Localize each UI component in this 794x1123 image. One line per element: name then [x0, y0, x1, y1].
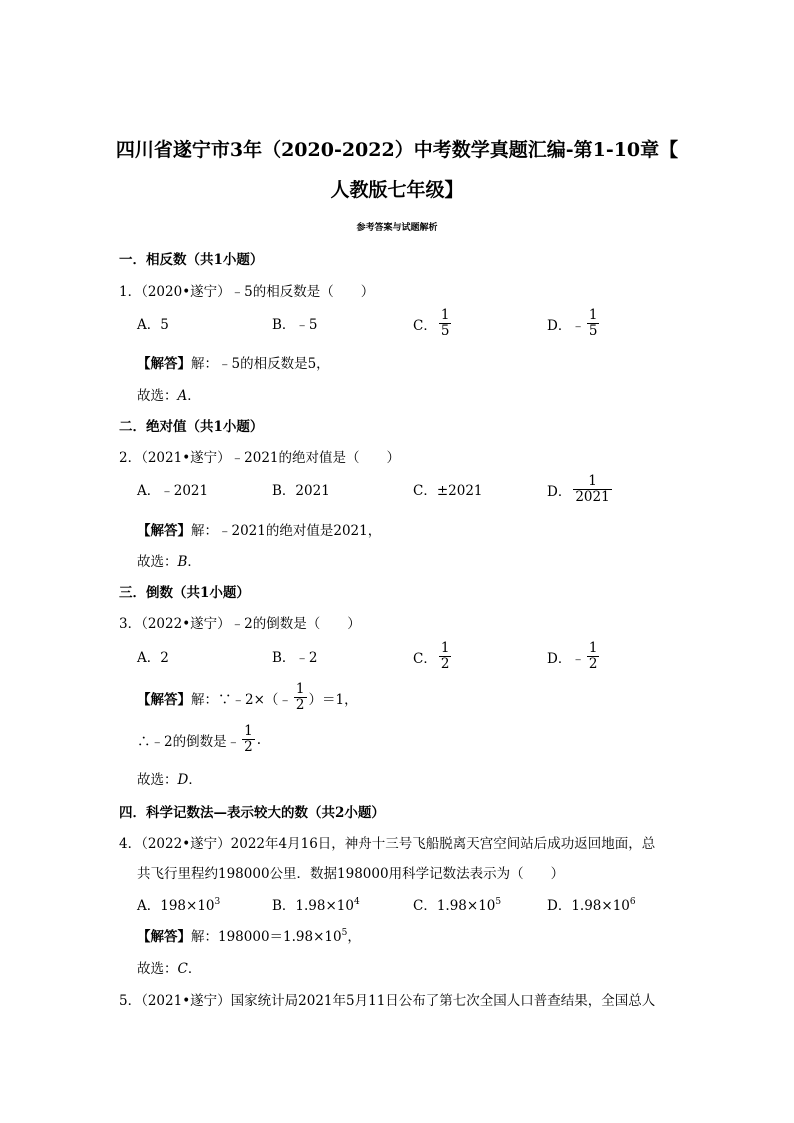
doc-title-line2: 人教版七年级】	[330, 179, 464, 201]
fraction-numerator: 1	[588, 307, 598, 323]
fraction-numerator: 1	[588, 473, 597, 489]
q3-option-c-label: C．	[413, 650, 437, 667]
q3-option-d-fraction	[587, 641, 600, 672]
q3-option-c	[413, 641, 453, 672]
fraction-denominator: 2	[588, 656, 598, 672]
q4-stem-line1: 4．（2022•遂宁）2022年4月16日，神舟十三号飞船脱离天宫空间站后成功返回地面，总	[119, 836, 656, 852]
answer-end: ，	[347, 929, 361, 945]
q2-option-d	[547, 474, 614, 505]
fraction-denominator: 2021	[575, 489, 610, 505]
option-exponent: 4	[353, 897, 360, 907]
q1-option-d-label: D．﹣	[547, 317, 585, 334]
q2-choice	[137, 550, 201, 570]
answer-text-pre: 解：∵﹣2×（﹣	[191, 691, 292, 708]
fraction-denominator: 5	[588, 323, 598, 339]
fraction-numerator: 1	[244, 723, 253, 739]
answer-line2-pre: ∴﹣2的倒数是﹣	[137, 733, 241, 750]
q2-option-b: B．2021	[272, 483, 330, 499]
q4-stem-line2: 共飞行里程约198000公里．数据198000用科学记数法表示为（ ）	[137, 866, 565, 882]
option-exponent: 5	[495, 897, 502, 907]
answer-tag: 【解答】	[137, 929, 191, 945]
q4-option-d	[547, 894, 636, 914]
fraction-denominator: 2	[244, 739, 253, 755]
choice-label: 故选：	[137, 961, 178, 977]
q3-option-a: A．2	[137, 650, 169, 666]
answer-text: 解：﹣5的相反数是5，	[191, 356, 330, 372]
choice-label: 故选：	[137, 388, 178, 404]
option-base: C．1.98×10	[413, 898, 496, 914]
q4-option-c	[413, 894, 501, 914]
choice-label: 故选：	[137, 554, 178, 570]
choice-letter: C	[177, 961, 188, 977]
fraction-numerator: 1	[440, 640, 450, 656]
fraction-denominator: 2	[295, 697, 305, 713]
choice-letter: A	[177, 388, 188, 404]
fraction-denominator: 5	[440, 323, 450, 339]
answer-text-post: ）＝1，	[308, 691, 358, 708]
q3-option-b: B．﹣2	[272, 650, 318, 666]
doc-subtitle: 参考答案与试题解析	[356, 223, 438, 233]
q5-stem-line1: 5．（2021•遂宁）国家统计局2021年5月11日公布了第七次全国人口普查结果，全国总人	[119, 993, 656, 1009]
choice-letter: D	[177, 772, 189, 788]
q2-option-c: C．±2021	[413, 483, 483, 499]
answer-tag: 【解答】	[137, 523, 191, 539]
doc-title-line1: 四川省遂宁市3年（2020-2022）中考数学真题汇编-第1-10章【	[115, 139, 679, 161]
option-base: D．1.98×10	[547, 898, 630, 914]
q1-option-c	[413, 308, 453, 339]
section-heading-3: 三．倒数（共1小题）	[119, 585, 250, 601]
option-base: B．1.98×10	[272, 898, 354, 914]
q3-choice	[137, 768, 202, 788]
fraction-denominator: 2	[440, 656, 450, 672]
q1-option-d	[547, 308, 601, 339]
q1-option-a: A．5	[137, 317, 169, 333]
q3-stem: 3．（2022•遂宁）﹣2的倒数是（ ）	[119, 616, 361, 632]
q1-stem: 1．（2020•遂宁）﹣5的相反数是（ ）	[119, 284, 375, 300]
choice-end: ．	[187, 961, 202, 977]
q3-option-c-fraction	[439, 641, 452, 672]
choice-label: 故选：	[137, 772, 178, 788]
q3-option-d	[547, 641, 601, 672]
fraction-numerator: 1	[440, 307, 450, 323]
fraction-numerator: 1	[295, 681, 305, 697]
q1-option-c-label: C．	[413, 317, 437, 334]
choice-end: ．	[188, 772, 202, 788]
q1-choice	[137, 384, 201, 404]
option-exponent: 6	[629, 897, 636, 907]
section-heading-2: 二．绝对值（共1小题）	[119, 419, 264, 435]
q1-option-b: B．﹣5	[272, 317, 318, 333]
option-exponent: 3	[214, 897, 221, 907]
q3-answer-line2	[137, 724, 261, 755]
q4-option-b	[272, 894, 360, 914]
q2-option-d-label: D．	[547, 483, 572, 500]
option-base: A．198×10	[137, 898, 215, 914]
answer-tag: 【解答】	[137, 356, 191, 372]
choice-end: ．	[187, 388, 201, 404]
choice-letter: B	[177, 554, 188, 570]
q3-option-d-label: D．﹣	[547, 650, 585, 667]
q2-answer	[137, 519, 381, 539]
q1-option-d-fraction	[587, 308, 600, 339]
q1-answer	[137, 352, 330, 372]
section-heading-1: 一．相反数（共1小题）	[119, 252, 264, 268]
choice-end: ．	[187, 554, 201, 570]
q2-option-d-fraction	[573, 474, 611, 505]
q4-option-a	[137, 894, 220, 914]
answer-exponent: 5	[341, 928, 348, 938]
q3-answer	[137, 682, 358, 713]
answer-text: 解：198000＝1.98×10	[191, 929, 342, 945]
q2-stem: 2．（2021•遂宁）﹣2021的绝对值是（ ）	[119, 450, 401, 466]
q2-option-a: A．﹣2021	[137, 483, 209, 499]
q4-choice	[137, 957, 201, 977]
q1-option-c-fraction	[439, 308, 452, 339]
answer-fraction	[294, 682, 307, 713]
answer-line2-fraction	[242, 724, 255, 755]
answer-text: 解：﹣2021的绝对值是2021，	[191, 523, 382, 539]
fraction-numerator: 1	[588, 640, 598, 656]
q4-answer	[137, 925, 361, 945]
answer-tag: 【解答】	[137, 691, 191, 708]
answer-line2-post: .	[256, 731, 261, 748]
section-heading-4: 四．科学记数法—表示较大的数（共2小题）	[119, 805, 385, 821]
